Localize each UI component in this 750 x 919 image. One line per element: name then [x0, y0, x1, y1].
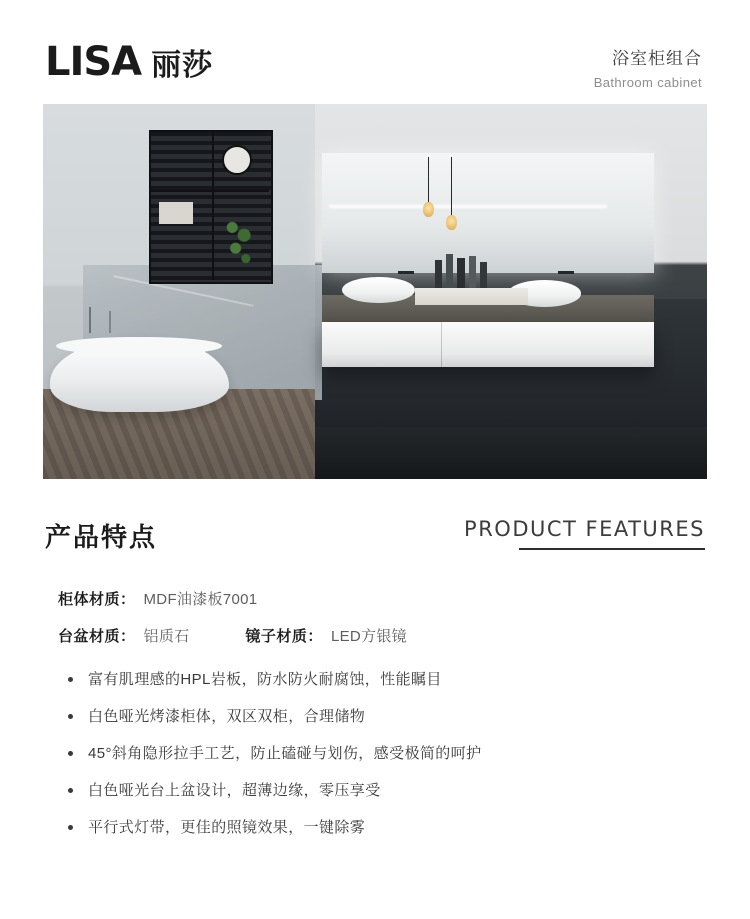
spec-row — [58, 588, 750, 609]
wall-tap-left — [398, 271, 414, 274]
tub-faucet-secondary — [109, 311, 111, 333]
pendant-cord-2 — [451, 157, 452, 215]
amenity-tray — [415, 288, 528, 305]
basin-left — [342, 277, 415, 303]
toiletry-bottles — [435, 254, 491, 288]
spec-list — [58, 588, 750, 646]
wall-tap-right — [558, 271, 574, 274]
pendant-bulb-1 — [423, 202, 434, 217]
list-item: 白色哑光烤漆柜体，双区双柜，合理储物 — [66, 705, 750, 729]
features-title-cn: 产品特点 — [45, 522, 158, 553]
page-header — [0, 0, 750, 100]
spec-label: 台盆材质： — [58, 628, 136, 645]
product-category-cn: 浴室柜组合 — [612, 49, 702, 68]
brand-name-cn: 丽莎 — [151, 49, 214, 82]
product-category-en: Bathroom cabinet — [593, 74, 702, 90]
spec-value: MDF油漆板7001 — [143, 591, 258, 608]
features-underline — [519, 548, 705, 550]
spec-label: 镜子材质： — [245, 628, 323, 645]
spec-label: 柜体材质： — [58, 591, 136, 608]
vanity-cabinet — [322, 322, 654, 367]
plant-decor — [222, 217, 256, 269]
spec-row — [58, 625, 750, 646]
spec-value: 铝质石 — [143, 628, 190, 645]
list-item: 白色哑光台上盆设计，超薄边缘，零压享受 — [66, 779, 750, 803]
list-item: 富有肌理感的HPL岩板，防水防火耐腐蚀，性能瞩目 — [66, 668, 750, 692]
mirror-light-strip — [329, 205, 608, 208]
hero-product-image — [43, 104, 707, 479]
brand-logo — [45, 39, 214, 85]
tub-faucet — [89, 307, 91, 333]
features-title-en: PRODUCT FEATURES — [464, 517, 705, 541]
features-title-en-wrap — [464, 517, 705, 552]
brand-name-en: LISA — [45, 39, 142, 85]
pendant-bulb-2 — [446, 215, 457, 230]
cabinet-seam — [441, 322, 442, 367]
list-item: 平行式灯带，更佳的照镜效果，一键除雾 — [66, 816, 750, 840]
pendant-cord-1 — [428, 157, 429, 203]
bathtub-rim — [56, 337, 222, 356]
list-item: 45°斜角隐形拉手工艺，防止磕碰与划伤，感受极简的呵护 — [66, 742, 750, 766]
book-decor — [159, 202, 193, 224]
shelf-divider — [149, 190, 269, 192]
features-heading — [45, 517, 705, 552]
spec-value: LED方银镜 — [330, 628, 407, 645]
feature-bullet-list — [66, 668, 750, 840]
dark-floor — [315, 427, 707, 480]
header-title-block — [594, 42, 702, 90]
shelf-vertical-divider — [212, 130, 214, 280]
